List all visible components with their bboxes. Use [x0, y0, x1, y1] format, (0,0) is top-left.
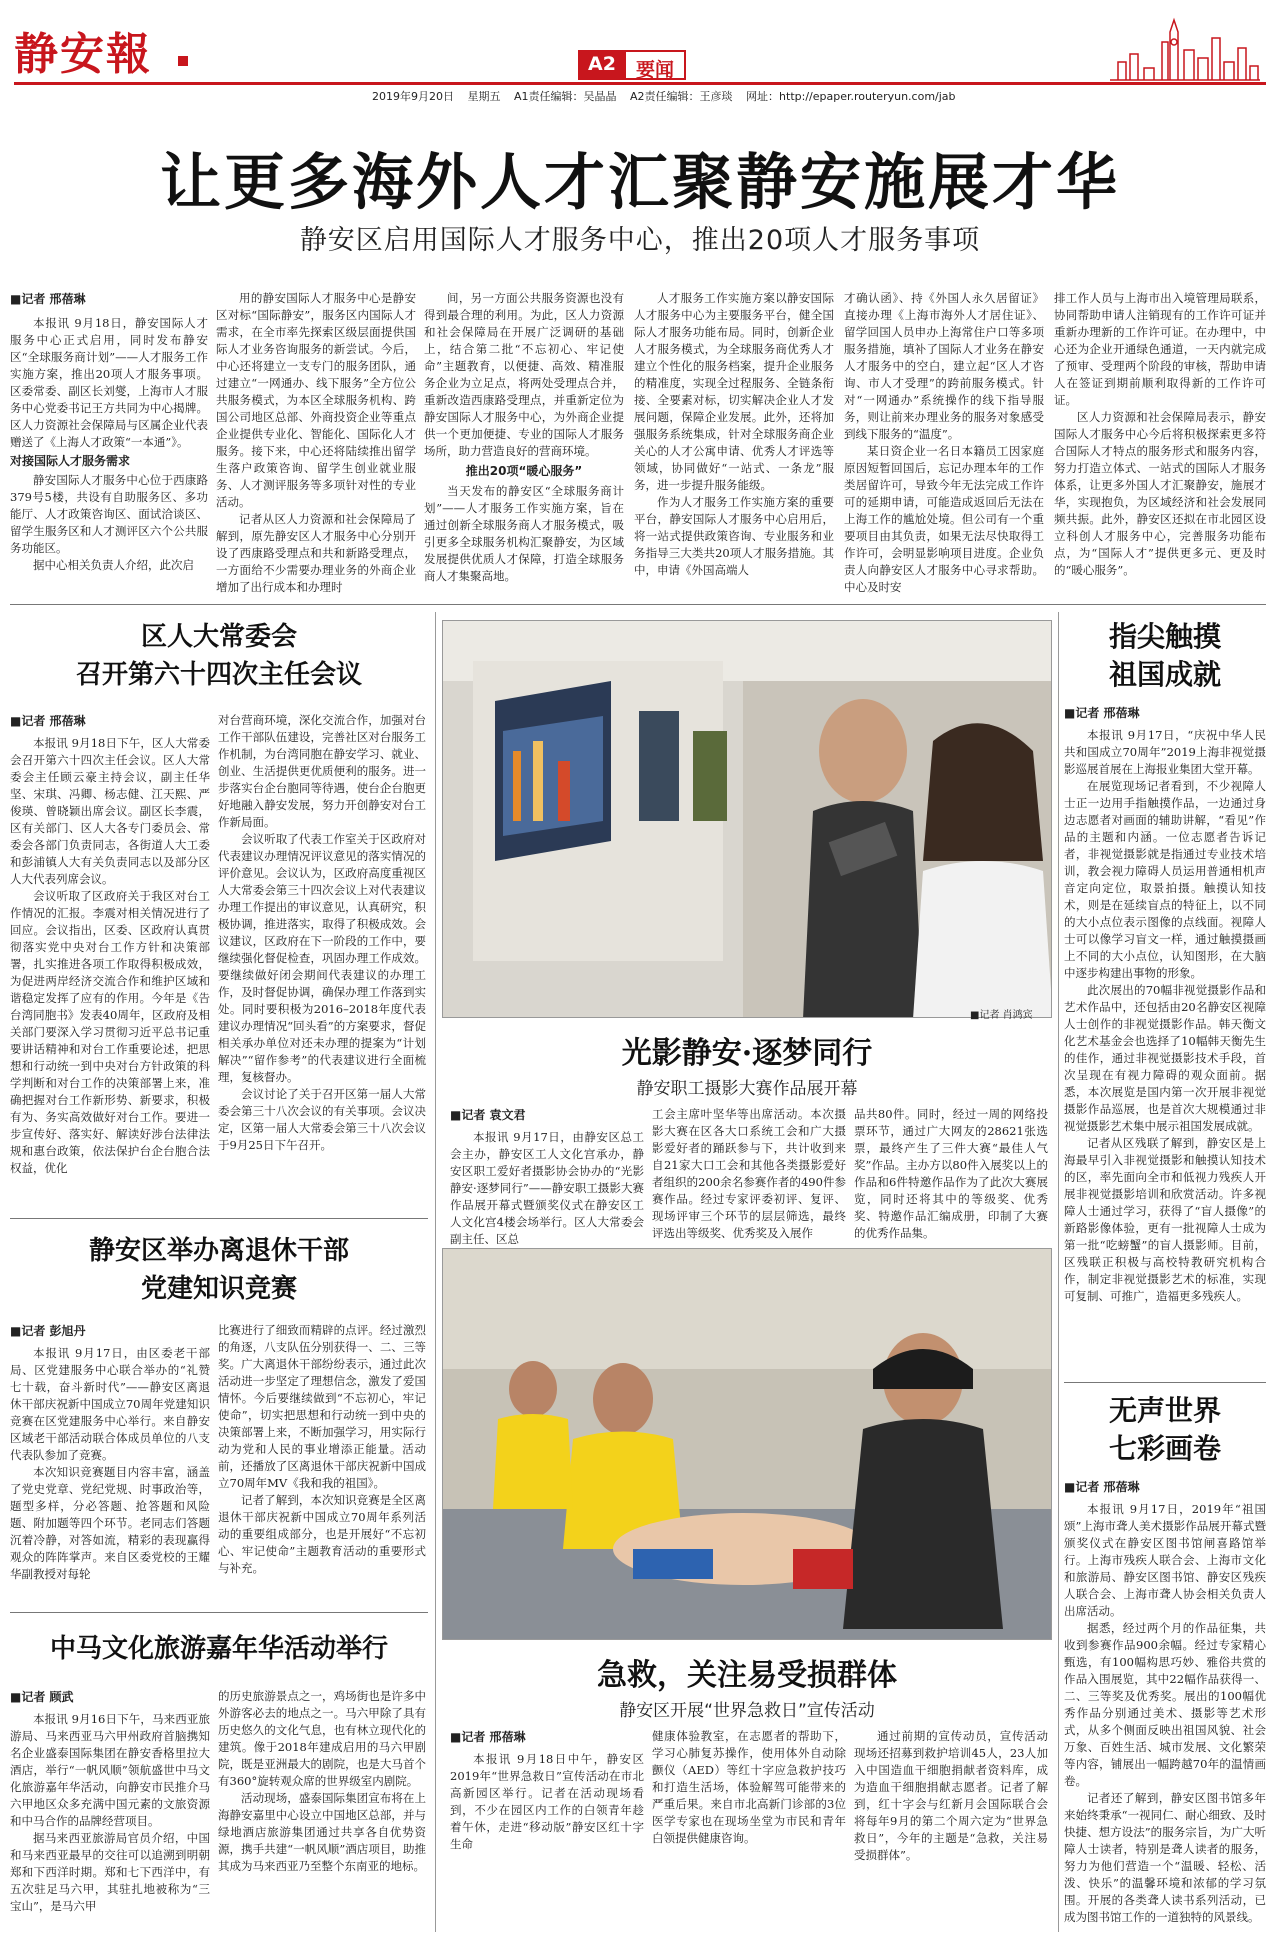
lead-col-3: [424, 290, 624, 585]
lead-subheadline: 静安区启用国际人才服务中心，推出20项人才服务事项: [299, 225, 981, 256]
congress-paragraph: 本报讯 9月18日下午，区人大常委会召开第六十四次主任会议。区人大常委会主任顾云豪主持会议，副主任华坚、宋琪、冯卿、杨志健、江天熙、严俊瑛、曾晓颖出席会议。副区长李震，区有关部门、区人大各专门委员会、常委会各部门负责同志，各街道人大工委和彭浦镇人大有关负责同志以及部分区人大代表列席会议。: [10, 736, 210, 886]
firstaid-photo-image: [443, 1249, 1052, 1640]
a1-editor: A1责任编辑：吴晶晶: [514, 90, 617, 103]
section-name: 要闻: [626, 50, 686, 80]
exhibition-col-b: [652, 1106, 846, 1242]
lead-paragraph: 区人力资源和社会保障局表示，静安国际人才服务中心今后将积极探索更多符合国际人才特点的服务形式和服务内容，努力打造立体式、一站式的国际人才服务体系，让更多外国人才汇聚静安，施展才华，实现抱负，为区域经济和社会发展同频共振。此外，静安区还拟在市北园区设立科创人才服务中心，完善服务功能布点，为“国际人才”提供更多元、更及时的“暖心服务”。: [1054, 410, 1266, 577]
lead-headline: 让更多海外人才汇聚静安施展才华: [159, 147, 1120, 218]
firstaid-byline: ■记者 邢蓓琳: [450, 1730, 526, 1744]
firstaid-headline: 急救，关注易受损群体: [597, 1658, 897, 1693]
lead-subhead: 推出20项“暖心服务”: [465, 464, 583, 478]
lead-paragraph: 排工作人员与上海市出入境管理局联系，协同帮助申请人注销现有的工作许可证并重新办理新的工作许可证。在办理中，中心还为企业开通绿色通道，一天内就完成了预审、受理两个阶段的审核，帮助申请人在签证到期前顺利取得新的工作许可证。: [1054, 291, 1266, 407]
congress-paragraph: 会议听取了区政府关于我区对台工作情况的汇报。李震对相关情况进行了回应。会议指出，区委、区政府认真贯彻落实党中央对台工作方针和决策部署，扎实推进各项工作取得积极成效，为促进两岸经济交流合作和维护区域和谐稳定发挥了应有的作用。今年是《告台湾同胞书》发表40周年，区政府及相关部门要深入学习贯彻习近平总书记重要讲话精神和对台工作重要论述，把思想和行动统一到中央对台方针政策的科学判断和对台工作的决策部署上来，准确把握对台工作新形势、新要求，积极有为、务实高效做好对台工作。要进一步宣传好、落实好、解读好涉台法律法规和惠台政策，依法保护台企台胞合法权益，优化: [10, 889, 210, 1175]
lead-paragraph: 记者从区人力资源和社会保障局了解到，原先静安区人才服务中心分别开设了西康路受理点和共和新路受理点，一方面给不少需要办理业务的外商企业增加了出行成本和办理时: [216, 512, 416, 594]
culture-paragraph: 本报讯 9月16日下午，马来西亚旅游局、马来西亚马六甲州政府首脑携知名企业盛泰国际集团在静安香格里拉大酒店，举行“一帆风顺”领航盛世中马文化旅游嘉年华活动，向静安市民推介马六甲地区众多充满中国元素的文旅资源和中马合作的品牌经营项目。: [10, 1712, 210, 1828]
silent-story: [1064, 1392, 1266, 1926]
lead-col-5: [844, 290, 1044, 596]
exhibition-col-c: [854, 1106, 1048, 1242]
congress-paragraph: 对台营商环境，深化交流合作，加强对台工作干部队伍建设，完善社区对台服务工作机制，为台湾同胞在静安学习、就业、创业、生活提供更优质便利的服务。进一步落实台企台胞同等待遇，使台企台胞更好地融入静安发展，努力开创静安对台工作新局面。: [218, 713, 426, 829]
congress-headline-1: 区人大常委会: [140, 622, 297, 652]
fingertip-paragraph: 在展览现场记者看到，不少视障人士正一边用手指触摸作品，一边通过身边志愿者对画面的辅助讲解，“看见”作品的主题和内涵。一位志愿者告诉记者，非视觉摄影就是指通过专业技术培训，教会视力障碍人员运用普通相机声音定向定位，取景拍摄。触摸认知技术，则是在延续盲点的特征上，以不同的大小点位表示图像的点线面。视障人士可以像学习盲文一样，通过触摸摄画上不同的大小点位，认知图形，在大脑中逐步构建出事物的形象。: [1064, 779, 1266, 980]
silent-headline-1: 无声世界: [1108, 1394, 1221, 1427]
lead-byline: ■记者 邢蓓琳: [10, 292, 86, 306]
culture-byline: ■记者 顾武: [10, 1690, 74, 1704]
congress-col-b: [218, 712, 426, 1154]
quiz-paragraph: 记者了解到，本次知识竞赛是全区离退休干部庆祝新中国成立70周年系列活动的重要组成部分，也是开展好“不忘初心、牢记使命”主题教育活动的重要形式与补充。: [218, 1493, 426, 1575]
page-label: [578, 50, 686, 80]
silent-paragraph: 据悉，经过两个月的作品征集，共收到参赛作品900余幅。经过专家精心甄选，有100幅构思巧妙、雅俗共赏的作品入围展览，其中22幅作品获得一、二、三等奖及优秀奖。展出的100幅优秀作品分别通过美术、摄影等艺术形式，从多个侧面反映出祖国风貌、社会万象、百姓生活、城市发展、文化繁荣等内容，铺展出一幅跨越70年的温情画卷。: [1064, 1621, 1266, 1788]
exhibition-paragraph: 工会主席叶坚华等出席活动。本次摄影大赛在区各大口系统工会和广大摄影爱好者的踊跃参与下，共计收到来自21家大口工会和其他各类摄影爱好者组织的200余名参赛作者的490件参赛作品。经过专家评委初评、复评、现场评审三个环节的层层筛选，最终评选出等级奖、优秀奖及入展作: [652, 1107, 846, 1240]
quiz-paragraph: 本次知识竞赛题目内容丰富，涵盖了党史党章、党纪党规、时事政治等，题型多样，分必答题、抢答题和风险题、附加题等四个环节。老同志们答题沉着冷静，对答如流，精彩的表现赢得观众的阵阵掌声。来自区委党校的王耀华副教授对每轮: [10, 1465, 210, 1581]
exhibition-photo: [442, 620, 1052, 1018]
divider: [1064, 1382, 1266, 1383]
exhibition-subheadline: 静安职工摄影大赛作品展开幕: [636, 1079, 858, 1099]
lead-col-2: [216, 290, 416, 596]
congress-headline-2: 召开第六十四次主任会议: [75, 660, 362, 690]
quiz-byline: ■记者 彭旭丹: [10, 1324, 86, 1338]
column-rule: [435, 612, 436, 1932]
culture-col-b: [218, 1688, 426, 1875]
quiz-col-b: [218, 1322, 426, 1577]
quiz-story: [10, 1232, 428, 1308]
lead-paragraph: 本报讯 9月18日，静安国际人才服务中心正式启用，同时发布静安区“全球服务商计划”——人才服务工作实施方案，推出20项人才服务事项。区委常委、副区长刘燮，上海市人才服务中心党委书记王方共同为中心揭牌。区人力资源社会保障局与区属企业代表赠送了《上海人才政策“一本通”》。: [10, 316, 208, 449]
culture-paragraph: 据马来西亚旅游局官员介绍，中国和马来西亚最早的交往可以追溯到明朝郑和下西洋时期。郑和七下西洋中，有五次驻足马六甲，其驻扎地被称为“三宝山”，是马六甲: [10, 1831, 210, 1913]
quiz-paragraph: 比赛进行了细致而精辟的点评。经过激烈的角逐，八支队伍分别获得一、二、三等奖。广大离退休干部纷纷表示，通过此次活动进一步坚定了理想信念，激发了爱国情怀。今后要继续做到“不忘初心，牢记使命”，切实把思想和行动统一到中央的决策部署上来，不断加强学习，用实际行动为党和人民的事业增添正能量。活动前，还播放了区离退休干部庆祝新中国成立70周年MV《我和我的祖国》。: [218, 1323, 426, 1490]
exhibition-paragraph: 本报讯 9月17日，由静安区总工会主办，静安区工人文化宫承办，静安区职工爱好者摄影协会协办的“光影静安·逐梦同行”——静安职工摄影大赛作品展开幕式暨颁奖仪式在静安区工人文化宫4楼会场举行。区人大常委会副主任、区总: [450, 1130, 644, 1246]
lead-subhead: 对接国际人才服务需求: [10, 454, 131, 468]
fingertip-paragraph: 记者从区残联了解到，静安区是上海最早引入非视觉摄影和触摸认知技术的区，率先面向全市和低视力残疾人开展非视觉摄影培训和欣赏活动。许多视障人士通过学习，获得了“盲人摄像”的新路影像体验，更有一批视障人士成为第一批“吃螃蟹”的盲人摄影师。目前，区残联正积极与高校特教研究机构合作，制定非视觉摄影艺术的标准，实现可复制、可推广，造福更多残疾人。: [1064, 1136, 1266, 1303]
page-number: A2: [578, 50, 626, 80]
congress-story: [10, 618, 428, 694]
lead-paragraph: 某日资企业一名日本籍员工因家庭原因短暂回国后，忘记办理本年的工作类居留许可，导致今年无法完成工作许可的延期申请，可能造成返回后无法在上海工作的尴尬处境。但公司有一个重要项目由其负责，如果无法尽快取得工作许可，会明显影响项目进度。企业负责人向静安区人才服务中心寻求帮助。中心及时安: [844, 444, 1044, 594]
firstaid-subheadline: 静安区开展“世界急救日”宣传活动: [619, 1701, 875, 1721]
fingertip-byline: ■记者 邢蓓琳: [1064, 706, 1140, 720]
lead-col-6: [1054, 290, 1266, 579]
fingertip-paragraph: 本报讯 9月17日，“庆祝中华人民共和国成立70周年”2019上海非视觉摄影巡展首展在上海报业集团大堂开幕。: [1064, 728, 1266, 776]
photo-credit: ■记者 肖鸿宾: [970, 1010, 1033, 1021]
fingertip-headline-2: 祖国成就: [1108, 658, 1221, 691]
lead-col-1: [10, 290, 208, 574]
firstaid-col-c: [854, 1728, 1048, 1864]
congress-byline: ■记者 邢蓓琳: [10, 714, 86, 728]
issue-date: 2019年9月20日: [372, 90, 454, 103]
silent-paragraph: 记者还了解到，静安区图书馆多年来始终秉承“一视同仁、耐心细致、及时快捷、想方设法”的服务宗旨，为广大听障人士读者，特别是聋人读者的服务，努力为他们营造一个“温暖、轻松、活泼、快乐”的温馨环境和浓郁的学习氛围。开展的各类聋人读书系列活动，已成为图书馆工作的一道独特的风景线。: [1064, 1791, 1266, 1924]
issue-info: [372, 88, 966, 104]
culture-paragraph: 的历史旅游景点之一，鸡场街也是许多中外游客必去的地点之一。马六甲除了具有历史悠久的文化气息，也有林立现代化的建筑。像于2018年建成启用的马六甲剧院，既是亚洲最大的剧院，也是大马首个有360°旋转观众席的世界级室内剧院。: [218, 1689, 426, 1788]
culture-paragraph: 活动现场，盛泰国际集团宣布将在上海静安嘉里中心设立中国地区总部，并与绿地酒店旅游集团通过共享各自优势资源，携手共建“一帆风顺”酒店项目，助推其成为马来西亚乃至整个东南亚的地标。: [218, 1791, 426, 1873]
lead-paragraph: 人才服务工作实施方案以静安国际人才服务中心为主要服务平台，健全国际人才服务功能布局。同时，创新企业人才服务模式，为全球服务商优秀人才建立个性化的服务档案，提升企业服务的精准度，实现全过程服务、全链条衔接、全要素对标，切实解决企业人才发展问题，保障企业发展。此外，还将加强服务系统集成，针对全球服务商企业关心的人才公寓申请、优秀人才评选等领域，协同做好“一站式、一条龙”服务，进一步提升服务能级。: [634, 291, 834, 492]
firstaid-paragraph: 通过前期的宣传动员，宣传活动现场还招募到救护培训45人，23人加入中国造血干细胞捐献者资料库，成为造血干细胞捐献志愿者。记者了解到，红十字会与红新月会国际联合会将每年9月的第二个周六定为“世界急救日”，今年的主题是“急救，关注易受损群体”。: [854, 1729, 1048, 1862]
exhibition-byline: ■记者 袁文君: [450, 1108, 526, 1122]
fingertip-story: [1064, 618, 1266, 1305]
issue-weekday: 星期五: [467, 90, 501, 103]
firstaid-paragraph: 本报讯 9月18日中午，静安区2019年“世界急救日”宣传活动在市北高新园区举行。记者在活动现场看到，不少在园区内工作的白领青年趁着午休，走进“移动版”静安区红十字生命: [450, 1752, 644, 1851]
silent-headline-2: 七彩画卷: [1108, 1432, 1221, 1465]
culture-headline: 中马文化旅游嘉年华活动举行: [49, 1634, 388, 1664]
paper-logo: 静安報: [14, 29, 152, 80]
divider: [10, 1612, 428, 1613]
culture-col-a: [10, 1688, 210, 1915]
quiz-col-a: [10, 1322, 210, 1583]
congress-col-a: [10, 712, 210, 1177]
a2-editor: A2责任编辑：王彦琰: [630, 90, 733, 103]
masthead-rule: [14, 82, 1266, 85]
firstaid-col-a: [450, 1728, 644, 1853]
congress-paragraph: 会议讨论了关于召开区第一届人大常委会第三十八次会议的有关事项。会议决定，区第一届人大常委会第三十八次会议于9月25日下午召开。: [218, 1087, 426, 1152]
lead-paragraph: 作为人才服务工作实施方案的重要平台，静安国际人才服务中心启用后，将一站式提供政策咨询、专业服务和业务指导三大类共20项人才服务措施。其中，申请《外国高端人: [634, 495, 834, 577]
lead-col-4: [634, 290, 834, 579]
lead-paragraph: 当天发布的静安区“全球服务商计划”——人才服务工作实施方案，旨在通过创新全球服务商人才服务模式，吸引更多全球服务机构汇聚静安，为区域发展提供优质人才保障，打造全球服务商人才集聚高地。: [424, 484, 624, 583]
quiz-headline-2: 党建知识竞赛: [140, 1274, 297, 1304]
silent-paragraph: 本报讯 9月17日，2019年“祖国颂”上海市聋人美术摄影作品展开幕式暨颁奖仪式在静安区图书馆闸喜路馆举行。上海市残疾人联合会、上海市文化和旅游局、静安区图书馆、静安区残疾人联合会、上海市聋人协会相关负责人出席活动。: [1064, 1502, 1266, 1618]
firstaid-photo: [442, 1248, 1052, 1640]
exhibition-photo-image: [443, 621, 1052, 1018]
exhibition-col-a: [450, 1106, 644, 1248]
lead-paragraph: 间，另一方面公共服务资源也没有得到最合理的利用。为此，区人力资源和社会保障局在开展广泛调研的基础上，结合第二批“不忘初心、牢记使命”主题教育，以便捷、高效、精准服务企业为立足点，将两处受理点合并，重新改造西康路受理点，并重新定位为静安国际人才服务中心，为外商企业提供一个更加便捷、专业的国际人才服务场所，助力营造良好的营商环境。: [424, 291, 624, 458]
silent-byline: ■记者 邢蓓琳: [1064, 1480, 1140, 1494]
firstaid-paragraph: 健康体验教室，在志愿者的帮助下，学习心肺复苏操作，使用体外自动除颤仪（AED）等红十字应急救护技巧和打造生活场，体验解驾可能带来的严重后果。来自市北高新门诊部的3位医学专家也在现场坐堂为市民和青年白领提供健康咨询。: [652, 1729, 846, 1845]
lead-paragraph: 据中心相关负责人介绍，此次启: [33, 558, 194, 572]
firstaid-col-b: [652, 1728, 846, 1847]
quiz-headline-1: 静安区举办离退休干部: [88, 1236, 349, 1266]
lead-paragraph: 用的静安国际人才服务中心是静安区对标“国际静安”，服务区内国际人才需求，在全市率先探索区级层面提供国际人才业务咨询服务的新尝试。今后，中心还将建立一支专门的服务团队，通过建立“一网通办、线下服务”全方位公共服务模式，为本区全球服务机构、跨国公司地区总部、外商投资企业等重点企业提供专业化、智能化、国际化人才服务。接下来，中心还将陆续推出留学生落户政策咨询、留学生创业就业服务、人才测评服务等多项针对性的专业活动。: [216, 291, 416, 509]
epaper-url[interactable]: 网址：http://epaper.routeryun.com/jab: [746, 90, 956, 103]
congress-paragraph: 会议听取了代表工作室关于区政府对代表建议办理情况评议意见的落实情况的评价意见。会议认为，区政府高度重视区人大常委会第三十四次会议上对代表建议办理工作提出的审议意见，认真研究，积极协调，推进落实，取得了积极成效。会议建议，区政府在下一阶段的工作中，要继续强化督促检查，巩固办理工作成效。要继续做好闭会期间代表建议的办理工作，及时督促协调，确保办理工作落到实处。同时要积极为2016–2018年度代表建议办理情况“回头看”的方案要求，督促相关承办单位对还未办理的提案为“计划解决”“留作参考”的代表建议进行全面梳理，复核督办。: [218, 832, 426, 1084]
fingertip-paragraph: 此次展出的70幅非视觉摄影作品和艺术作品中，还包括由20名静安区视障人士创作的非视觉摄影作品。韩天衡文化艺术基金会也选择了10幅韩天衡先生的佳作，通过非视觉摄影技术手段，首次呈现在有视力障碍的观众面前。据悉，本次展览是国内第一次开展非视觉摄影作品巡展，也是首次大规模通过非视觉摄影艺术集中展示祖国发展成就。: [1064, 983, 1266, 1133]
quiz-paragraph: 本报讯 9月17日，由区委老干部局、区党建服务中心联合举办的“礼赞七十载，奋斗新时代”——静安区离退休干部庆祝新中国成立70周年党建知识竞赛在区党建服务中心举行。来自静安区域老干部活动联合体成员单位的八支代表队参加了竞赛。: [10, 1346, 210, 1462]
fingertip-headline-1: 指尖触摸: [1108, 620, 1221, 653]
exhibition-paragraph: 品共80件。同时，经过一周的网络投票环节，通过广大网友的28621张选票，最终产生了三件大赛“最佳人气奖”作品。主办方以80件入展奖以上的作品和6件特邀作品作为了此次大赛展览，同时还将其中的等级奖、优秀奖、特邀作品汇编成册，印制了大赛的优秀作品集。: [854, 1107, 1048, 1240]
lead-paragraph: 才确认函》、持《外国人永久居留证》直接办理《上海市海外人才居住证》、留学回国人员申办上海常住户口等多项服务措施，填补了国际人才业务在静安人才服务中的空白，建立起“区人才咨询、市人才受理”的跨前服务模式。针对“一网通办”系统操作的线下指导服务，则让前来办理业务的服务对象感受到线下服务的“温度”。: [844, 291, 1044, 441]
exhibition-headline: 光影静安·逐梦同行: [621, 1036, 873, 1071]
logo-seal: [178, 56, 188, 66]
divider: [10, 1218, 428, 1219]
skyline-illustration: [1110, 12, 1260, 82]
column-rule: [1058, 612, 1059, 1932]
lead-paragraph: 静安国际人才服务中心位于西康路379号5楼，共设有自助服务区、多功能厅、人才政策咨询区、面试洽谈区、留学生服务区和人才测评区六个公共服务功能区。: [10, 473, 208, 555]
divider: [10, 604, 1266, 605]
